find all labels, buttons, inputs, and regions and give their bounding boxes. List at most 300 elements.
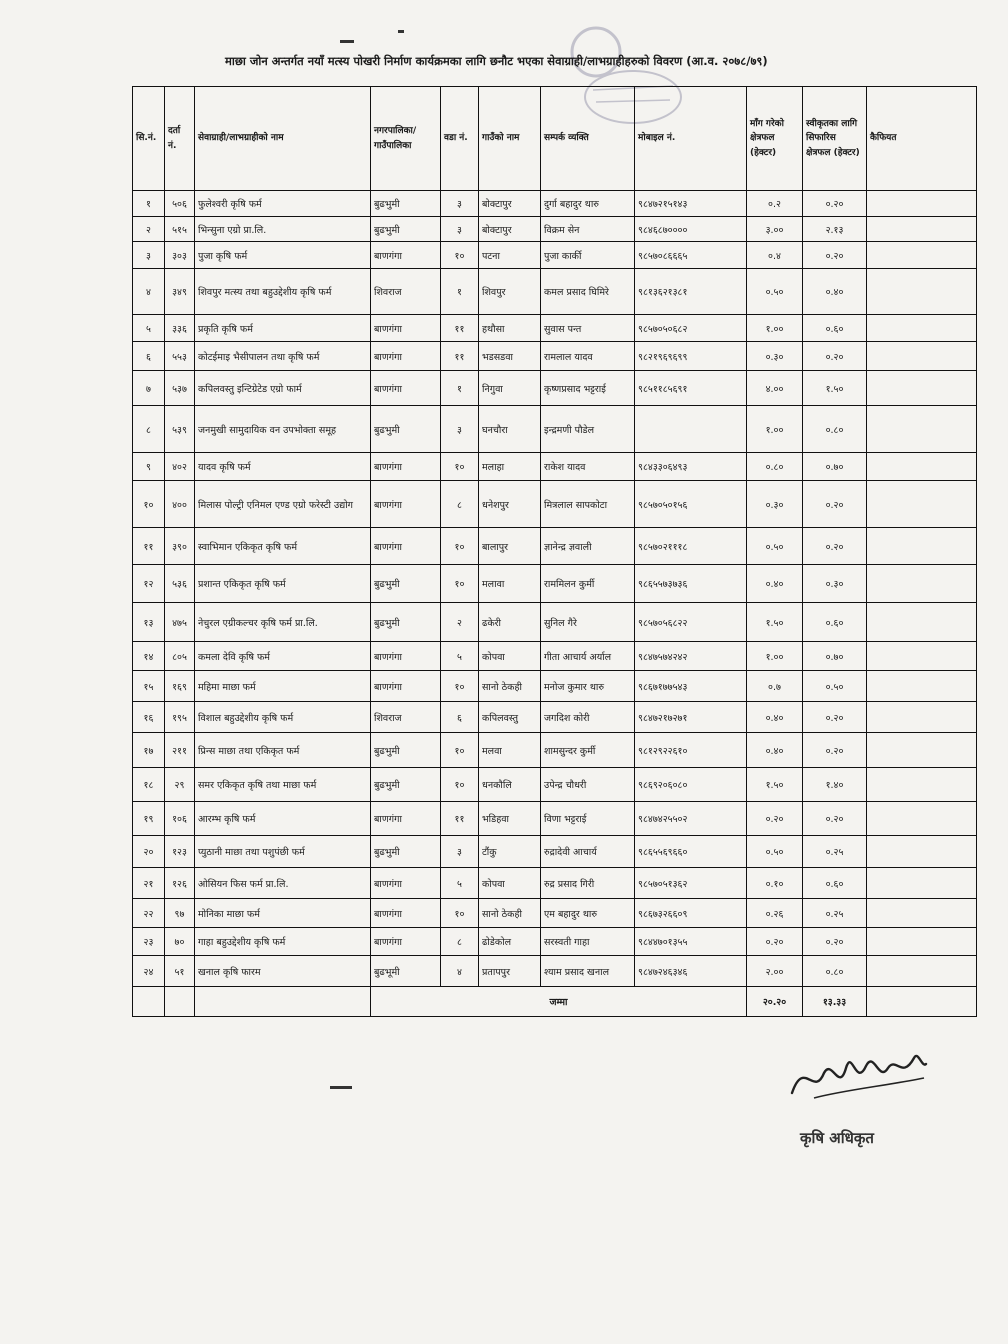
row-demand: ०.२ — [747, 191, 803, 217]
row-sn: १५ — [133, 671, 165, 702]
row-name: स्वाभिमान एकिकृत कृषि फर्म — [195, 528, 371, 565]
table-row — [133, 836, 977, 868]
row-approved: ०.३० — [803, 565, 867, 603]
row-sn: २२ — [133, 899, 165, 928]
row-municipality: बाणगंगा — [371, 481, 441, 528]
row-demand: ०.१० — [747, 868, 803, 899]
row-ward: ३ — [441, 406, 479, 453]
row-contact: रुद्र प्रसाद गिरी — [541, 868, 635, 899]
row-name: मोनिका माछा फर्म — [195, 899, 371, 928]
row-name: भिन्सुना एग्रो प्रा.लि. — [195, 217, 371, 242]
row-demand: १.०० — [747, 642, 803, 671]
row-reg: ७० — [165, 928, 195, 956]
table-row — [133, 768, 977, 802]
row-remarks — [867, 371, 977, 406]
row-contact: एम बहादुर थारु — [541, 899, 635, 928]
row-village: बोक्टापुर — [479, 191, 541, 217]
row-reg: ४७५ — [165, 603, 195, 642]
row-ward: ३ — [441, 836, 479, 868]
row-remarks — [867, 642, 977, 671]
table-row — [133, 802, 977, 836]
row-demand: ०.३० — [747, 481, 803, 528]
row-village: धनकौलि — [479, 768, 541, 802]
row-name: फुलेश्वरी कृषि फर्म — [195, 191, 371, 217]
row-municipality: बुढभुमी — [371, 768, 441, 802]
row-mobile: ९८६५५६९६६० — [635, 836, 747, 868]
row-municipality: बाणगंगा — [371, 453, 441, 481]
row-remarks — [867, 899, 977, 928]
row-reg: ५०६ — [165, 191, 195, 217]
total-label: जम्मा — [371, 987, 747, 1017]
row-mobile: ९८१३६२१३८१ — [635, 269, 747, 315]
total-empty — [165, 987, 195, 1017]
total-empty — [133, 987, 165, 1017]
row-remarks — [867, 481, 977, 528]
row-demand: ०.४० — [747, 702, 803, 733]
table-row — [133, 868, 977, 899]
row-demand: ०.३० — [747, 342, 803, 371]
row-village: सानो ठेकही — [479, 899, 541, 928]
row-contact: मनोज कुमार थारु — [541, 671, 635, 702]
total-row — [133, 987, 977, 1017]
row-demand: १.५० — [747, 768, 803, 802]
row-contact: विक्रम सेन — [541, 217, 635, 242]
row-mobile — [635, 406, 747, 453]
row-ward: १० — [441, 768, 479, 802]
row-mobile: ९८४७२१५१४३ — [635, 191, 747, 217]
row-approved: ०.६० — [803, 315, 867, 342]
row-demand: १.०० — [747, 406, 803, 453]
row-name: जनमुखी सामुदायिक वन उपभोक्ता समूह — [195, 406, 371, 453]
table-row — [133, 528, 977, 565]
row-approved: ०.२५ — [803, 836, 867, 868]
row-contact: राकेश यादव — [541, 453, 635, 481]
row-approved: ०.७० — [803, 642, 867, 671]
row-mobile: ९८४६८७०००० — [635, 217, 747, 242]
row-mobile: ९८४४७०१३५५ — [635, 928, 747, 956]
row-reg: ५१५ — [165, 217, 195, 242]
row-name: गाहा बहुउद्देशीय कृषि फर्म — [195, 928, 371, 956]
row-municipality: बाणगंगा — [371, 671, 441, 702]
row-reg: ३९० — [165, 528, 195, 565]
row-municipality: बुढभुमी — [371, 733, 441, 768]
row-village: टौंकु — [479, 836, 541, 868]
row-mobile: ९८४३३०६४९३ — [635, 453, 747, 481]
signature — [784, 1038, 934, 1108]
table-row — [133, 733, 977, 768]
table-row — [133, 642, 977, 671]
row-contact: कमल प्रसाद घिमिरे — [541, 269, 635, 315]
row-municipality: बाणगंगा — [371, 342, 441, 371]
row-contact: रामलाल यादव — [541, 342, 635, 371]
header-name: सेवाग्राही/लाभग्राहीको नाम — [195, 87, 371, 191]
row-demand: ०.२० — [747, 928, 803, 956]
row-municipality: बुढभुमी — [371, 191, 441, 217]
row-name: विशाल बहुउद्देशीय कृषि फर्म — [195, 702, 371, 733]
row-remarks — [867, 956, 977, 987]
row-name: पुजा कृषि फर्म — [195, 242, 371, 269]
row-demand: २.०० — [747, 956, 803, 987]
row-mobile: ९८४७२४६३४६ — [635, 956, 747, 987]
row-remarks — [867, 453, 977, 481]
row-reg: २११ — [165, 733, 195, 768]
row-demand: ४.०० — [747, 371, 803, 406]
row-mobile: ९८२१९६९६९९ — [635, 342, 747, 371]
row-approved: ०.४० — [803, 269, 867, 315]
row-sn: ९ — [133, 453, 165, 481]
row-contact: ज्ञानेन्द्र ज्ञवाली — [541, 528, 635, 565]
scan-mark — [340, 40, 354, 43]
table-row — [133, 956, 977, 987]
row-demand: ०.२० — [747, 802, 803, 836]
row-village: धनेशपुर — [479, 481, 541, 528]
row-remarks — [867, 269, 977, 315]
row-demand: ०.४० — [747, 733, 803, 768]
header-reg: दर्ता नं. — [165, 87, 195, 191]
row-demand: ०.५० — [747, 528, 803, 565]
row-contact: राममिलन कुर्मी — [541, 565, 635, 603]
row-mobile: ९८५७०५६८२२ — [635, 603, 747, 642]
header-ward: वडा नं. — [441, 87, 479, 191]
row-contact: शामसुन्दर कुर्मी — [541, 733, 635, 768]
row-remarks — [867, 191, 977, 217]
signature-title: कृषि अधिकृत — [800, 1129, 874, 1147]
row-village: मलवा — [479, 733, 541, 768]
row-village: बोक्टापुर — [479, 217, 541, 242]
row-reg: ५३६ — [165, 565, 195, 603]
row-approved: ०.६० — [803, 868, 867, 899]
row-reg: ३४९ — [165, 269, 195, 315]
row-municipality: बाणगंगा — [371, 315, 441, 342]
row-approved: ०.८० — [803, 956, 867, 987]
row-mobile: ९८४७२१७२७१ — [635, 702, 747, 733]
beneficiary-table — [132, 86, 977, 1017]
row-mobile: ९८५७०५०१५६ — [635, 481, 747, 528]
row-municipality: बाणगंगा — [371, 242, 441, 269]
header-approved: स्वीकृतका लागि सिफारिस क्षेत्रफल (हेक्टर) — [803, 87, 867, 191]
row-contact: सुनिल गैरे — [541, 603, 635, 642]
row-approved: ०.६० — [803, 603, 867, 642]
header-mobile: मोबाइल नं. — [635, 87, 747, 191]
row-reg: ५३७ — [165, 371, 195, 406]
row-ward: ५ — [441, 868, 479, 899]
row-municipality: बुढभुमी — [371, 836, 441, 868]
row-municipality: बुढभुमी — [371, 217, 441, 242]
row-municipality: शिवराज — [371, 269, 441, 315]
row-ward: ११ — [441, 342, 479, 371]
row-village: कपिलवस्तु — [479, 702, 541, 733]
row-reg: १९५ — [165, 702, 195, 733]
table-row — [133, 603, 977, 642]
row-sn: २१ — [133, 868, 165, 899]
row-contact: दुर्गा बहादुर थारु — [541, 191, 635, 217]
row-reg: ३३६ — [165, 315, 195, 342]
row-municipality: बाणगंगा — [371, 528, 441, 565]
row-village: भडिहवा — [479, 802, 541, 836]
row-ward: १० — [441, 671, 479, 702]
row-name: प्रकृति कृषि फर्म — [195, 315, 371, 342]
row-approved: ०.२० — [803, 342, 867, 371]
row-sn: १६ — [133, 702, 165, 733]
table-row — [133, 315, 977, 342]
row-municipality: बुढभुमी — [371, 406, 441, 453]
row-mobile: ९८४७४२५५०२ — [635, 802, 747, 836]
row-reg: ३०३ — [165, 242, 195, 269]
row-ward: ११ — [441, 315, 479, 342]
total-remarks — [867, 987, 977, 1017]
row-remarks — [867, 928, 977, 956]
row-remarks — [867, 702, 977, 733]
row-approved: ०.२० — [803, 928, 867, 956]
table-row — [133, 702, 977, 733]
row-demand: ०.४ — [747, 242, 803, 269]
row-mobile: ९८४७५७४२४२ — [635, 642, 747, 671]
row-approved: ०.२५ — [803, 899, 867, 928]
row-name: प्रिन्स माछा तथा एकिकृत फर्म — [195, 733, 371, 768]
row-village: हथौसा — [479, 315, 541, 342]
row-approved: ०.५० — [803, 671, 867, 702]
row-reg: २९ — [165, 768, 195, 802]
row-municipality: बाणगंगा — [371, 928, 441, 956]
row-approved: ०.७० — [803, 453, 867, 481]
table-row — [133, 406, 977, 453]
row-ward: ११ — [441, 802, 479, 836]
row-remarks — [867, 603, 977, 642]
row-sn: ५ — [133, 315, 165, 342]
row-remarks — [867, 315, 977, 342]
row-ward: २ — [441, 603, 479, 642]
row-approved: १.४० — [803, 768, 867, 802]
total-approved: १३.३३ — [803, 987, 867, 1017]
row-contact: गीता आचार्य अर्याल — [541, 642, 635, 671]
row-ward: ५ — [441, 642, 479, 671]
row-sn: १३ — [133, 603, 165, 642]
table-row — [133, 242, 977, 269]
row-name: महिमा माछा फर्म — [195, 671, 371, 702]
row-approved: ०.२० — [803, 702, 867, 733]
row-mobile: ९८६९२०६०८० — [635, 768, 747, 802]
row-demand: ३.०० — [747, 217, 803, 242]
row-village: मलाहा — [479, 453, 541, 481]
row-name: आरम्भ कृषि फर्म — [195, 802, 371, 836]
table-row — [133, 671, 977, 702]
row-name: यादव कृषि फर्म — [195, 453, 371, 481]
scan-mark — [330, 1086, 352, 1089]
row-ward: ३ — [441, 191, 479, 217]
row-reg: ४०० — [165, 481, 195, 528]
row-remarks — [867, 406, 977, 453]
row-municipality: बाणगंगा — [371, 802, 441, 836]
row-demand: ०.५० — [747, 836, 803, 868]
row-remarks — [867, 868, 977, 899]
table-row — [133, 342, 977, 371]
table-row — [133, 481, 977, 528]
row-remarks — [867, 528, 977, 565]
row-approved: ०.२० — [803, 802, 867, 836]
header-row — [133, 87, 977, 191]
row-remarks — [867, 242, 977, 269]
row-reg: ४०२ — [165, 453, 195, 481]
row-contact: श्याम प्रसाद खनाल — [541, 956, 635, 987]
row-demand: १.५० — [747, 603, 803, 642]
row-ward: ८ — [441, 481, 479, 528]
row-municipality: बाणगंगा — [371, 899, 441, 928]
row-village: कोपवा — [479, 868, 541, 899]
row-village: कोपवा — [479, 642, 541, 671]
row-mobile: ९८५७०८६६६५ — [635, 242, 747, 269]
row-approved: ०.८० — [803, 406, 867, 453]
row-municipality: बुढभुमी — [371, 603, 441, 642]
row-ward: १० — [441, 565, 479, 603]
row-contact: उपेन्द्र चौधरी — [541, 768, 635, 802]
row-mobile: ९८६७१७७५४३ — [635, 671, 747, 702]
row-village: घनचौरा — [479, 406, 541, 453]
row-name: मिलास पोल्ट्री एनिमल एण्ड एग्रो फरेस्टी उद्योग — [195, 481, 371, 528]
row-municipality: बाणगंगा — [371, 868, 441, 899]
row-sn: ७ — [133, 371, 165, 406]
row-remarks — [867, 671, 977, 702]
row-sn: ११ — [133, 528, 165, 565]
row-village: शिवपुर — [479, 269, 541, 315]
table-row — [133, 453, 977, 481]
row-ward: ४ — [441, 956, 479, 987]
row-village: सानो ठेकही — [479, 671, 541, 702]
row-name: प्रशान्त एकिकृत कृषि फर्म — [195, 565, 371, 603]
header-contact: सम्पर्क व्यक्ति — [541, 87, 635, 191]
row-remarks — [867, 565, 977, 603]
total-demand: २०.२० — [747, 987, 803, 1017]
row-reg: १२३ — [165, 836, 195, 868]
row-sn: १९ — [133, 802, 165, 836]
row-mobile: ९८१२९२२६१० — [635, 733, 747, 768]
row-village: ढोडेकोल — [479, 928, 541, 956]
row-demand: ०.८० — [747, 453, 803, 481]
row-approved: ०.२० — [803, 242, 867, 269]
scan-mark — [398, 30, 404, 33]
header-village: गाउँको नाम — [479, 87, 541, 191]
row-remarks — [867, 802, 977, 836]
row-mobile: ९८५७०५१३६२ — [635, 868, 747, 899]
row-ward: ३ — [441, 217, 479, 242]
row-mobile: ९८६७३२६६०९ — [635, 899, 747, 928]
row-village: भडसडवा — [479, 342, 541, 371]
row-ward: १० — [441, 453, 479, 481]
row-ward: १० — [441, 899, 479, 928]
row-reg: १०६ — [165, 802, 195, 836]
row-ward: १० — [441, 242, 479, 269]
row-contact: पुजा कार्की — [541, 242, 635, 269]
row-municipality: बुढभूमी — [371, 956, 441, 987]
row-name: खनाल कृषि फारम — [195, 956, 371, 987]
row-municipality: शिवराज — [371, 702, 441, 733]
row-demand: १.०० — [747, 315, 803, 342]
row-approved: ०.२० — [803, 481, 867, 528]
row-contact: सुवास पन्त — [541, 315, 635, 342]
row-approved: १.५० — [803, 371, 867, 406]
table-body — [133, 191, 977, 987]
table-row — [133, 191, 977, 217]
row-contact: मित्रलाल सापकोटा — [541, 481, 635, 528]
row-name: कोटईमाइ भैसीपालन तथा कृषि फर्म — [195, 342, 371, 371]
table-row — [133, 899, 977, 928]
total-empty — [195, 987, 371, 1017]
row-mobile: ९८५११८५६९१ — [635, 371, 747, 406]
row-village: ढकेरी — [479, 603, 541, 642]
table-row — [133, 928, 977, 956]
row-contact: जगदिश कोरी — [541, 702, 635, 733]
row-reg: ९७ — [165, 899, 195, 928]
row-name: शिवपुर मत्स्य तथा बहुउद्देशीय कृषि फर्म — [195, 269, 371, 315]
row-reg: ५५३ — [165, 342, 195, 371]
row-municipality: बुढभुमी — [371, 565, 441, 603]
header-remarks: कैफियत — [867, 87, 977, 191]
row-reg: ५१ — [165, 956, 195, 987]
row-village: पटना — [479, 242, 541, 269]
row-mobile: ९८६५५७३७३६ — [635, 565, 747, 603]
row-contact: सरस्वती गाहा — [541, 928, 635, 956]
row-name: नेचुरल एग्रीकल्चर कृषि फर्म प्रा.लि. — [195, 603, 371, 642]
row-village: निगुवा — [479, 371, 541, 406]
row-sn: ३ — [133, 242, 165, 269]
table-row — [133, 371, 977, 406]
row-ward: ८ — [441, 928, 479, 956]
row-sn: १४ — [133, 642, 165, 671]
row-approved: २.१३ — [803, 217, 867, 242]
row-sn: २ — [133, 217, 165, 242]
header-municipality: नगरपालिका/ गाउँपालिका — [371, 87, 441, 191]
row-name: प्युठानी माछा तथा पशुपंछी फर्म — [195, 836, 371, 868]
row-sn: १८ — [133, 768, 165, 802]
page-title: माछा जोन अन्तर्गत नयाँ मत्स्य पोखरी निर्माण कार्यक्रमका लागि छनौट भएका सेवाग्राही/लाभग्राहीहरुको विवरण (आ.व. २०७८/७९) — [225, 54, 768, 68]
row-municipality: बाणगंगा — [371, 642, 441, 671]
row-ward: १० — [441, 528, 479, 565]
row-sn: ८ — [133, 406, 165, 453]
row-reg: १६९ — [165, 671, 195, 702]
row-village: प्रतापपुर — [479, 956, 541, 987]
row-approved: ०.२० — [803, 528, 867, 565]
row-ward: १ — [441, 269, 479, 315]
row-mobile: ९८५७०५०६८२ — [635, 315, 747, 342]
row-sn: २४ — [133, 956, 165, 987]
row-remarks — [867, 217, 977, 242]
row-sn: २० — [133, 836, 165, 868]
row-sn: १७ — [133, 733, 165, 768]
row-reg: ५३९ — [165, 406, 195, 453]
header-demand: माँग गरेको क्षेत्रफल (हेक्टर) — [747, 87, 803, 191]
row-mobile: ९८५७०२१११८ — [635, 528, 747, 565]
row-contact: रुद्रादेवी आचार्य — [541, 836, 635, 868]
row-municipality: बाणगंगा — [371, 371, 441, 406]
row-reg: ८०५ — [165, 642, 195, 671]
row-approved: ०.२० — [803, 191, 867, 217]
row-village: मलावा — [479, 565, 541, 603]
row-sn: ४ — [133, 269, 165, 315]
row-contact: कृष्णप्रसाद भट्टराई — [541, 371, 635, 406]
row-remarks — [867, 836, 977, 868]
row-name: कमला देवि कृषि फर्म — [195, 642, 371, 671]
row-demand: ०.७ — [747, 671, 803, 702]
table-row — [133, 217, 977, 242]
row-remarks — [867, 733, 977, 768]
row-sn: १२ — [133, 565, 165, 603]
row-demand: ०.४० — [747, 565, 803, 603]
table-row — [133, 269, 977, 315]
row-ward: १ — [441, 371, 479, 406]
row-ward: १० — [441, 733, 479, 768]
row-reg: १२६ — [165, 868, 195, 899]
row-remarks — [867, 342, 977, 371]
row-contact: इन्द्रमणी पौडेल — [541, 406, 635, 453]
